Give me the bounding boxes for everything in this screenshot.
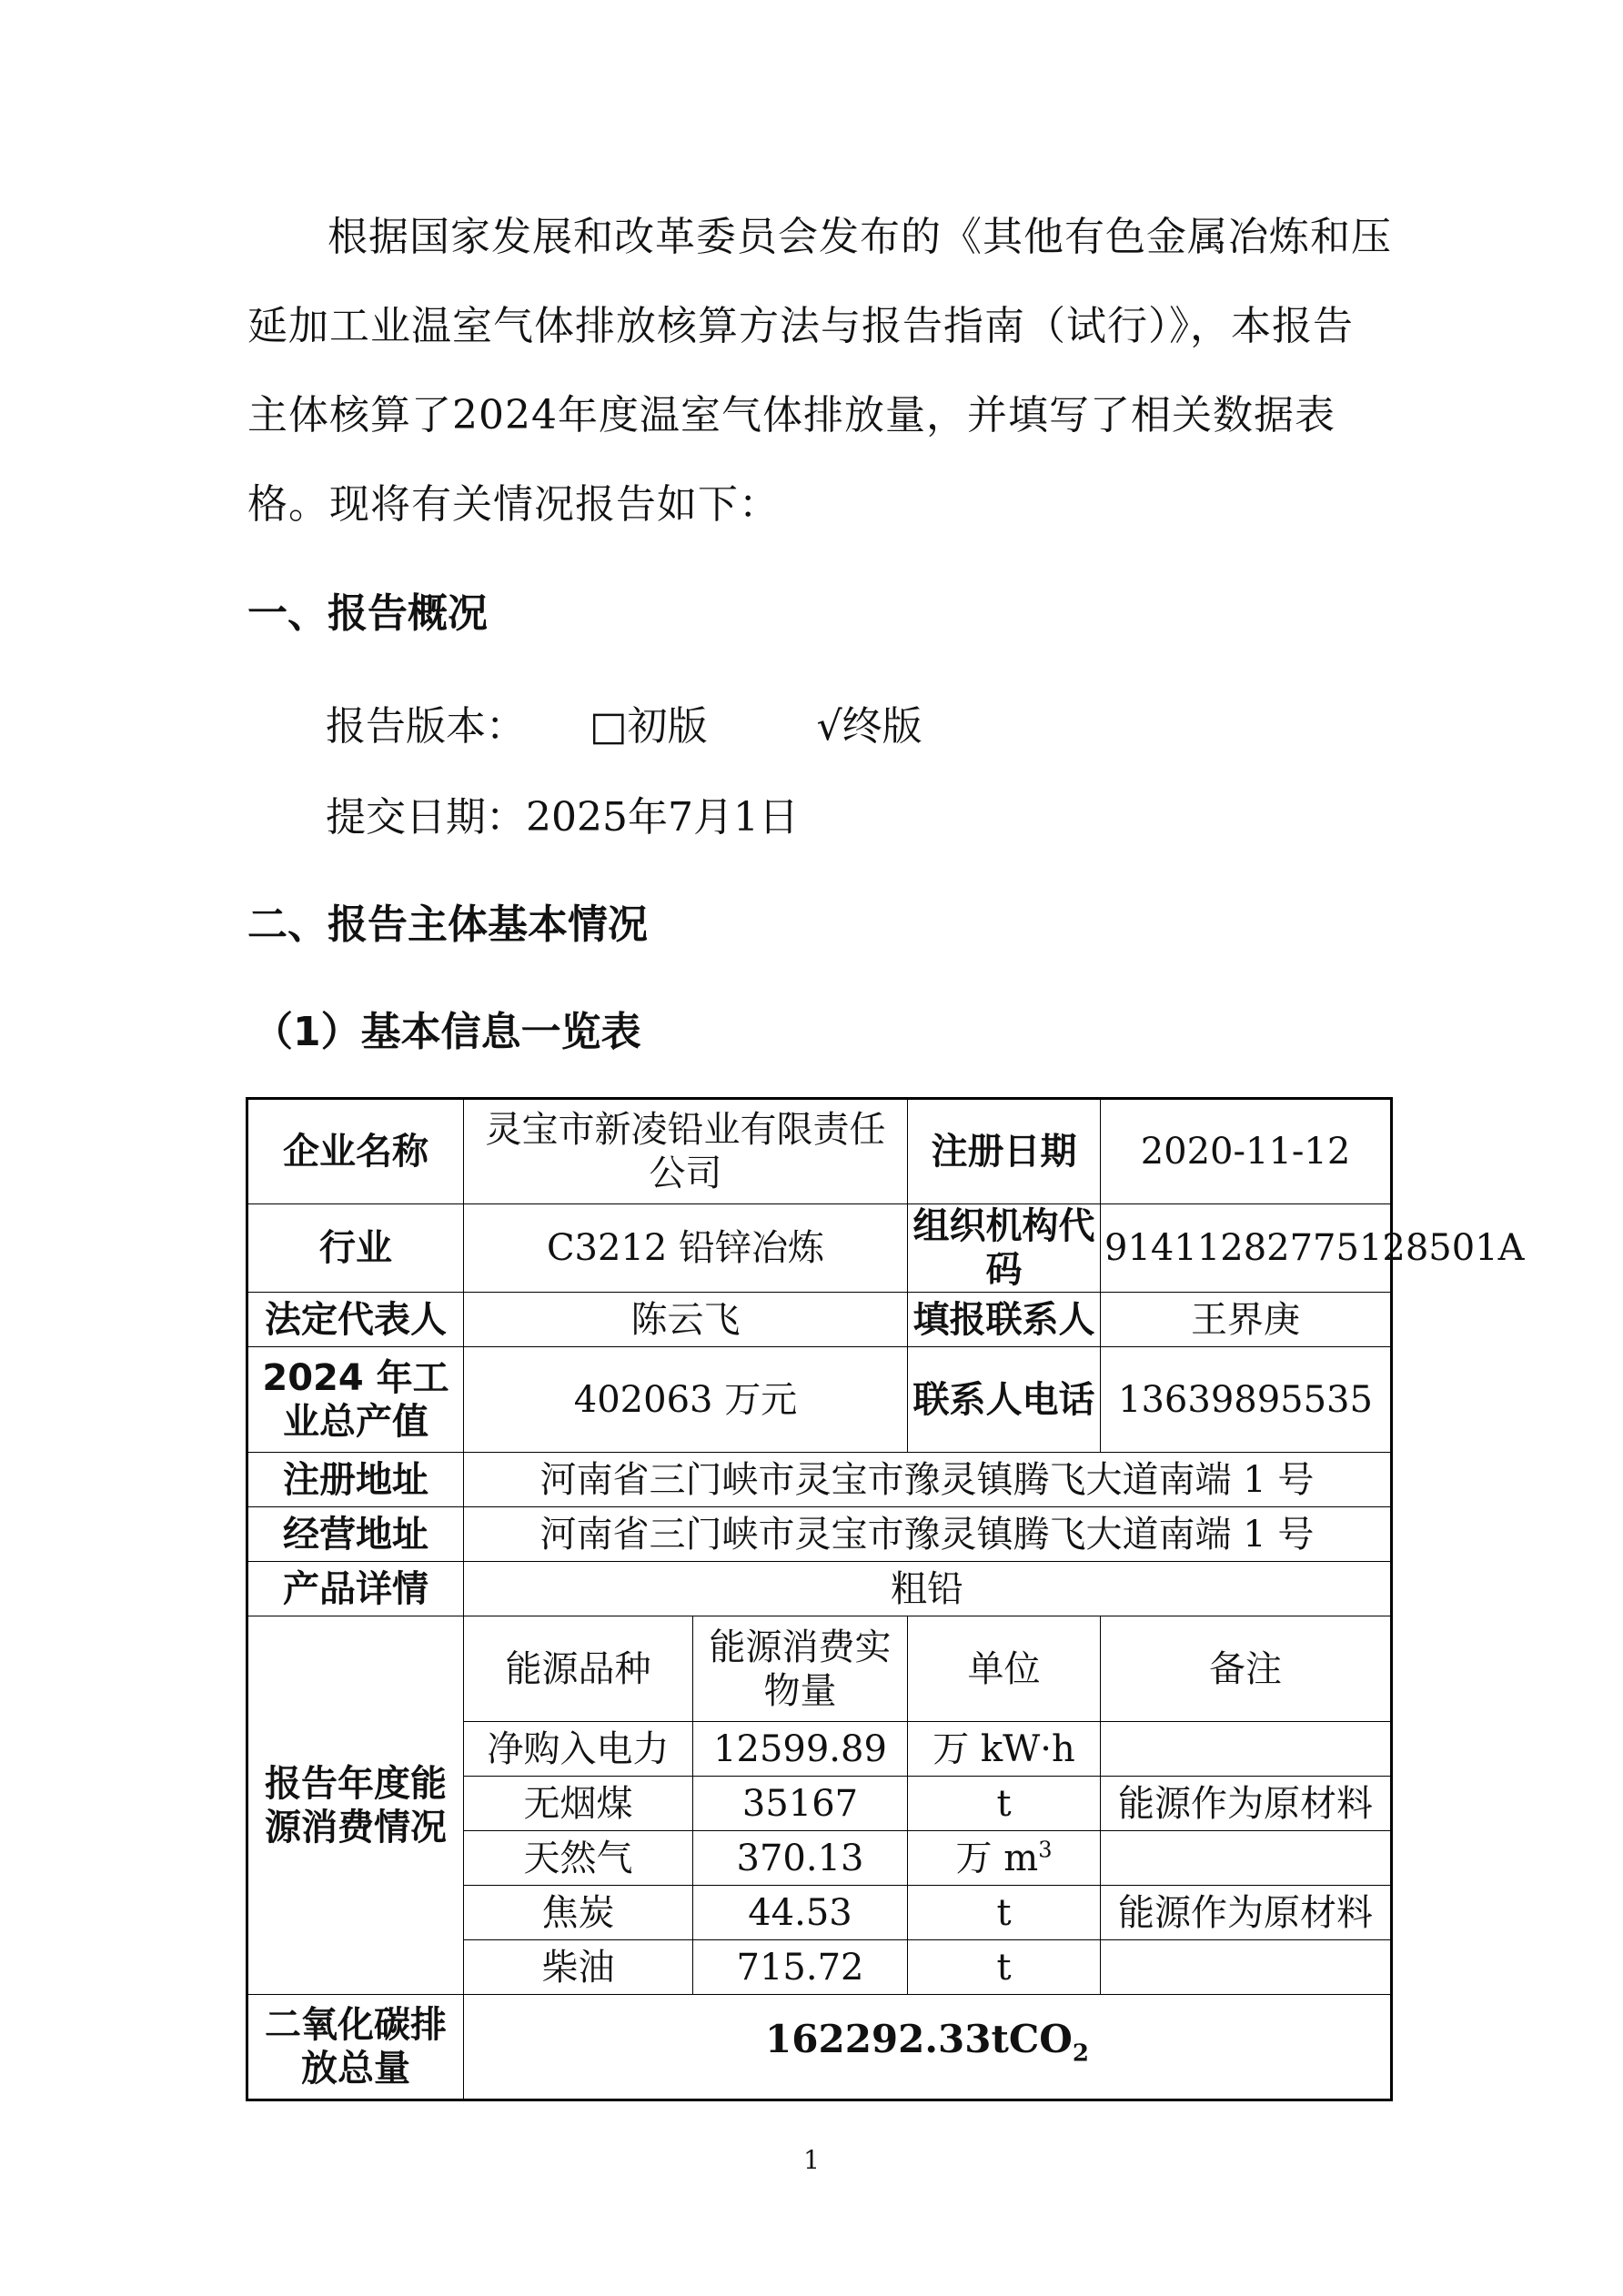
table-row xyxy=(247,1347,1392,1453)
submit-date-line: 提交日期：2025年7月1日 xyxy=(326,794,799,841)
table-row xyxy=(247,1204,1392,1293)
energy-unit: t xyxy=(908,1777,1101,1831)
contact: 王界庚 xyxy=(1101,1293,1392,1347)
energy-type: 柴油 xyxy=(464,1940,693,1995)
co2-row xyxy=(247,1995,1392,2100)
energy-header: 能源消费实物量 xyxy=(693,1616,908,1722)
basic-info-table xyxy=(246,1097,1525,2101)
energy-note: 能源作为原材料 xyxy=(1101,1886,1392,1940)
option-initial: □初版 xyxy=(590,703,708,750)
co2-label: 二氧化碳排放总量 xyxy=(247,1995,464,2100)
energy-note: 能源作为原材料 xyxy=(1101,1777,1392,1831)
subsection1-heading: （1）基本信息一览表 xyxy=(253,1009,641,1055)
energy-amount: 715.72 xyxy=(693,1940,908,1995)
co2-total xyxy=(464,1995,1392,2100)
energy-label: 报告年度能源消费情况 xyxy=(247,1616,464,1995)
table-row xyxy=(247,1453,1392,1507)
energy-unit xyxy=(908,1831,1101,1886)
energy-header: 备注 xyxy=(1101,1616,1392,1722)
org-code-label: 组织机构代码 xyxy=(908,1204,1101,1293)
energy-header: 单位 xyxy=(908,1616,1101,1722)
biz-addr-label: 经营地址 xyxy=(247,1507,464,1562)
biz-addr: 河南省三门峡市灵宝市豫灵镇腾飞大道南端 1 号 xyxy=(464,1507,1392,1562)
section2-heading: 二、报告主体基本情况 xyxy=(247,901,648,948)
energy-header: 能源品种 xyxy=(464,1616,693,1722)
energy-amount: 44.53 xyxy=(693,1886,908,1940)
reg-addr-label: 注册地址 xyxy=(247,1453,464,1507)
legal-rep: 陈云飞 xyxy=(464,1293,908,1347)
co2-total-text: 162292.33tCO xyxy=(765,2017,1073,2062)
intro-paragraph: 根据国家发展和改革委员会发布的《其他有色金属冶炼和压延加工业温室气体排放核算方法与报告指南（试行）》，本报告主体核算了2024年度温室气体排放量，并填写了相关数据表格。现将有关情况报告如下： xyxy=(247,214,1392,528)
product: 粗铅 xyxy=(464,1562,1392,1616)
energy-amount: 370.13 xyxy=(693,1831,908,1886)
table-row xyxy=(247,1099,1392,1204)
table-row xyxy=(247,1293,1392,1347)
reg-date-label: 注册日期 xyxy=(908,1099,1101,1204)
energy-amount: 35167 xyxy=(693,1777,908,1831)
energy-type: 净购入电力 xyxy=(464,1722,693,1777)
version-label: 报告版本： xyxy=(326,703,526,750)
industry-label: 行业 xyxy=(247,1204,464,1293)
table-row xyxy=(247,1507,1392,1562)
product-label: 产品详情 xyxy=(247,1562,464,1616)
energy-type: 天然气 xyxy=(464,1831,693,1886)
energy-note xyxy=(1101,1940,1392,1995)
reg-addr: 河南省三门峡市灵宝市豫灵镇腾飞大道南端 1 号 xyxy=(464,1453,1392,1507)
output-label: 2024 年工业总产值 xyxy=(247,1347,464,1453)
company-name: 灵宝市新凌铅业有限责任公司 xyxy=(464,1099,908,1204)
phone-label: 联系人电话 xyxy=(908,1347,1101,1453)
industry: C3212 铅锌冶炼 xyxy=(464,1204,908,1293)
report-version-line xyxy=(326,693,922,751)
energy-unit: t xyxy=(908,1940,1101,1995)
energy-unit-text: 万 m xyxy=(955,1837,1039,1879)
energy-unit: 万 kW·h xyxy=(908,1722,1101,1777)
org-code: 91411282775128501A xyxy=(1101,1204,1392,1293)
section1-heading: 一、报告概况 xyxy=(247,590,488,637)
table-row xyxy=(247,1562,1392,1616)
company-name-label: 企业名称 xyxy=(247,1099,464,1204)
unit-superscript: 3 xyxy=(1038,1837,1053,1863)
energy-amount: 12599.89 xyxy=(693,1722,908,1777)
option-final: √终版 xyxy=(816,703,922,750)
energy-type: 焦炭 xyxy=(464,1886,693,1940)
page-number: 1 xyxy=(803,2145,820,2175)
energy-note xyxy=(1101,1831,1392,1886)
energy-note xyxy=(1101,1722,1392,1777)
energy-unit: t xyxy=(908,1886,1101,1940)
legal-rep-label: 法定代表人 xyxy=(247,1293,464,1347)
energy-header-row xyxy=(247,1616,1392,1722)
reg-date: 2020-11-12 xyxy=(1101,1099,1392,1204)
co2-subscript: 2 xyxy=(1072,2039,1089,2068)
phone: 13639895535 xyxy=(1101,1347,1392,1453)
output-value: 402063 万元 xyxy=(464,1347,908,1453)
contact-label: 填报联系人 xyxy=(908,1293,1101,1347)
energy-type: 无烟煤 xyxy=(464,1777,693,1831)
